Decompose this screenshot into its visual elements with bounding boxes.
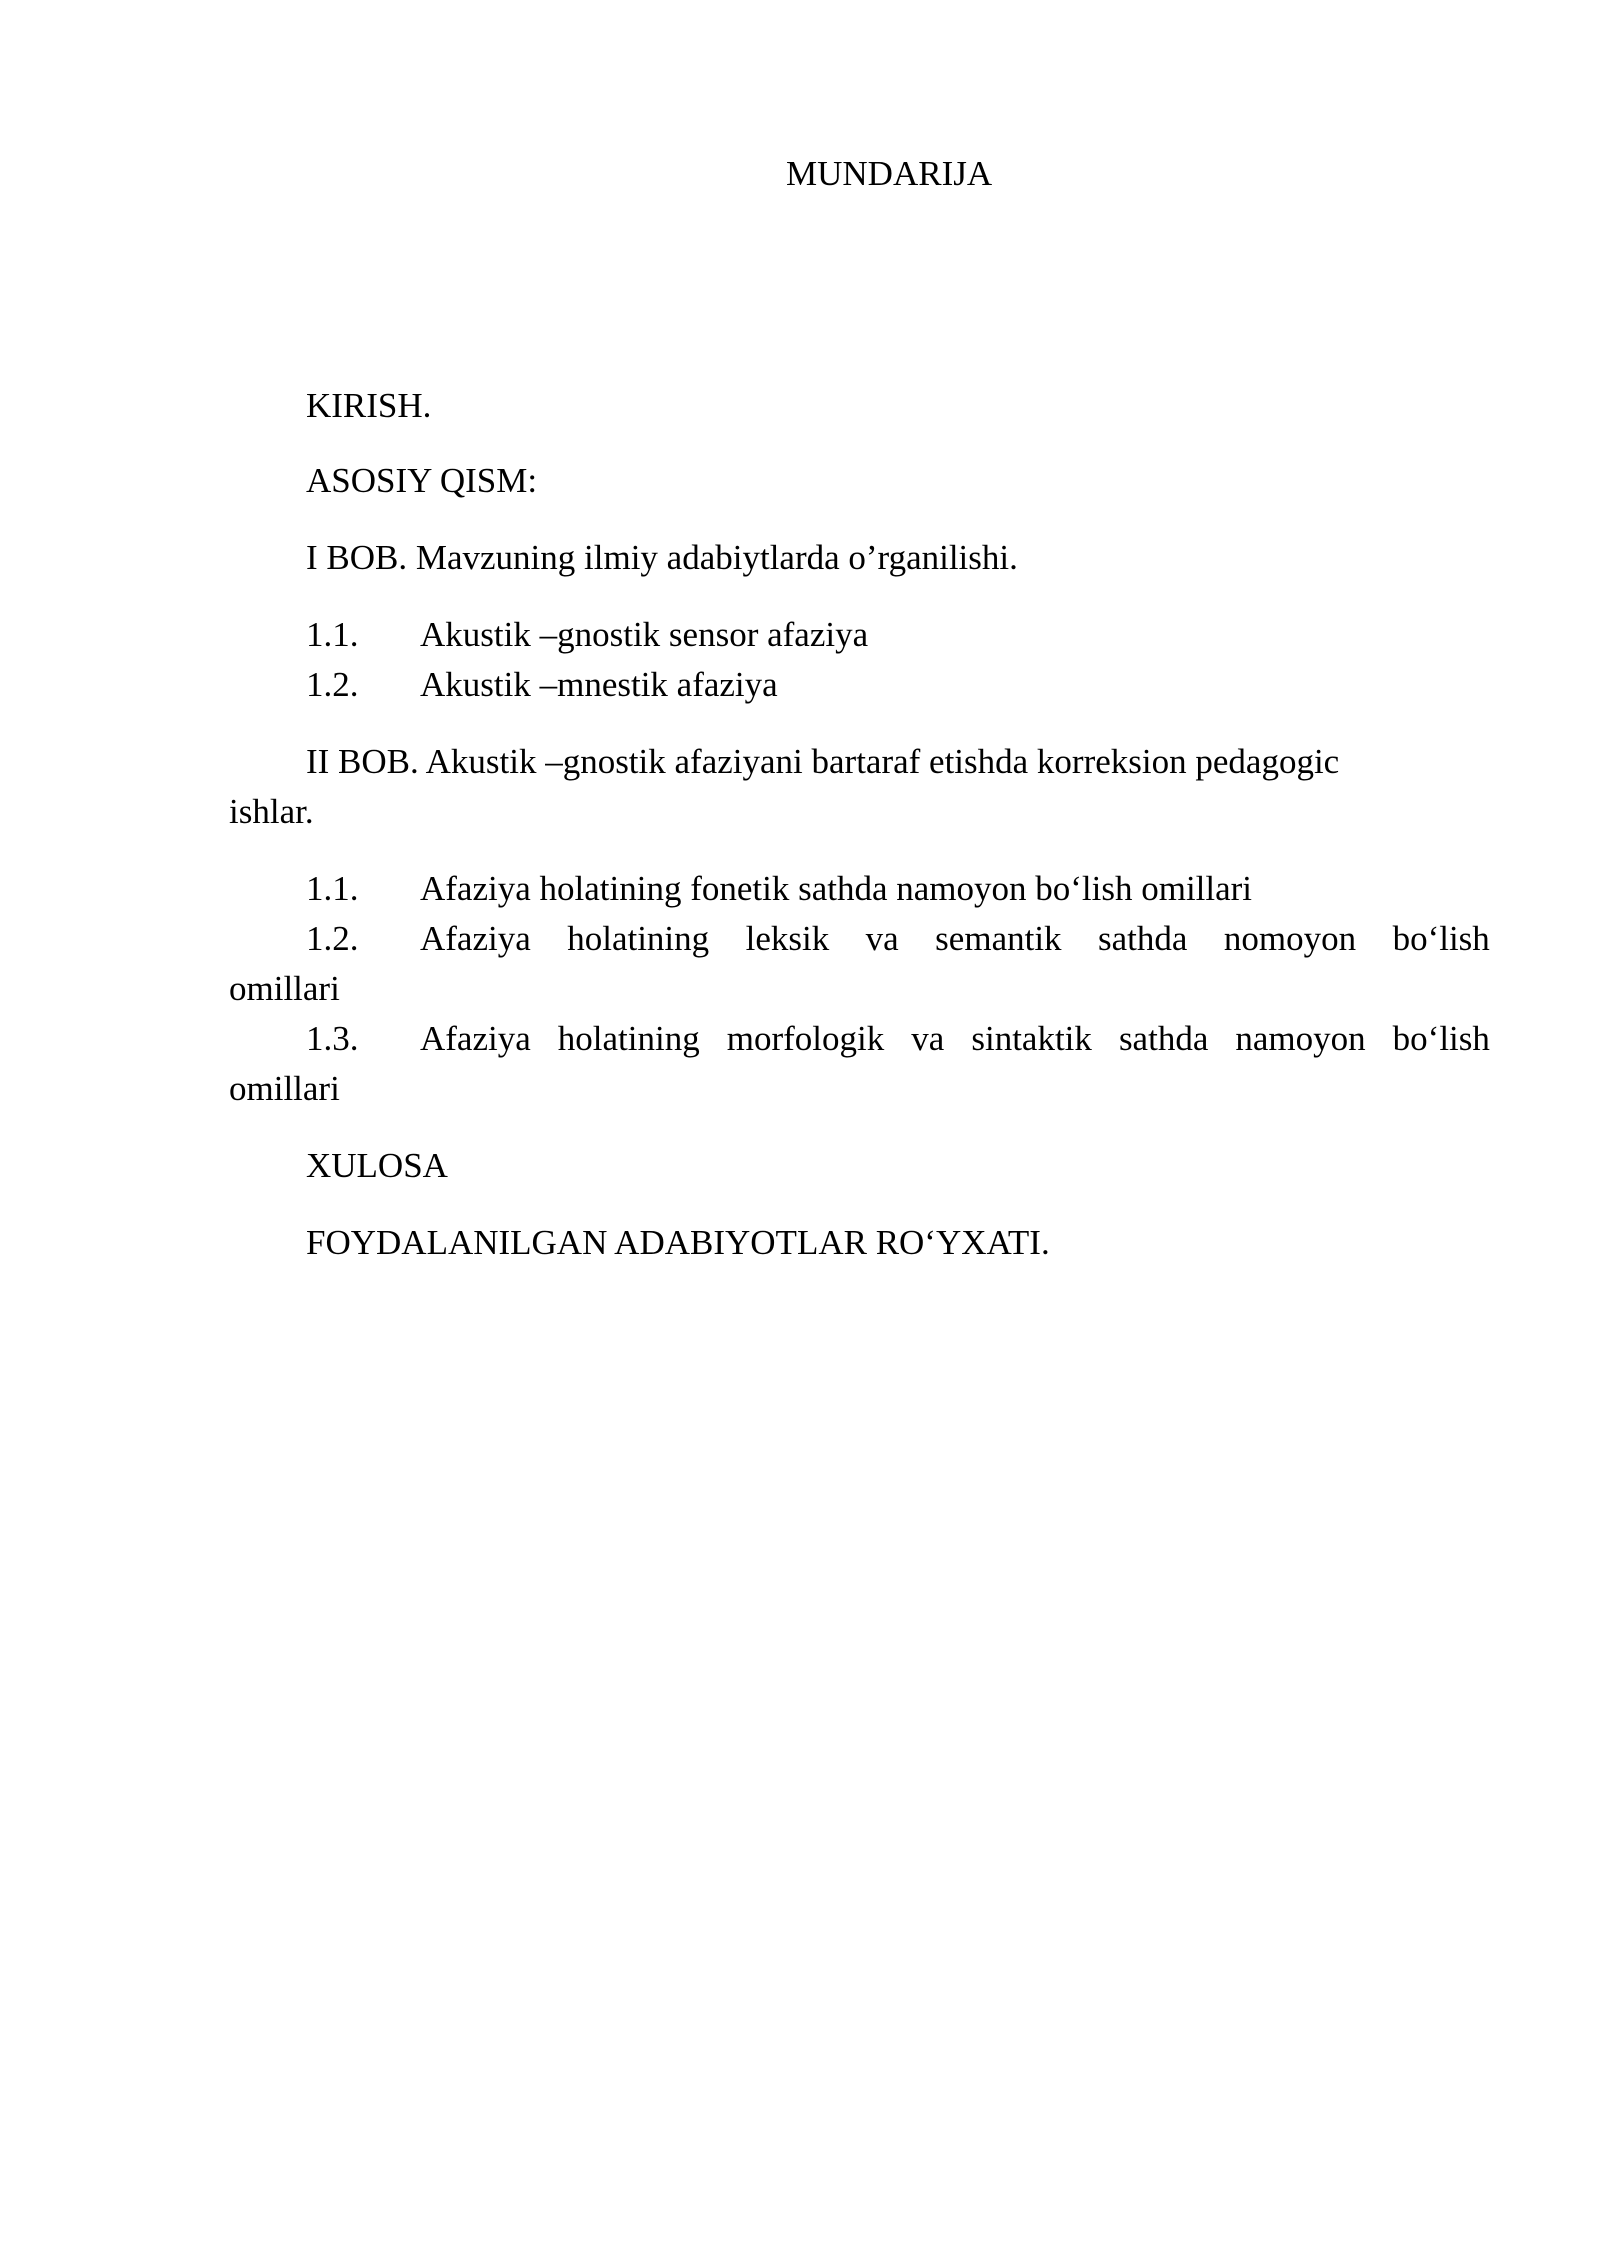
toc-chapter1-item2-text: Akustik –mnestik afaziya xyxy=(420,665,778,704)
toc-chapter2-item2-continuation: omillari xyxy=(229,969,340,1008)
toc-intro: KIRISH. xyxy=(306,386,432,425)
toc-chapter2-heading-line2: ishlar. xyxy=(229,792,314,831)
page-title: MUNDARIJA xyxy=(786,154,993,193)
toc-chapter1-heading: I BOB. Mavzuning ilmiy adabiytlarda o’rganilishi. xyxy=(306,538,1018,577)
toc-chapter2-item3-text: Afaziya holatining morfologik va sintaktik sathda namoyon bo‘lish xyxy=(420,1019,1490,1058)
toc-references: FOYDALANILGAN ADABIYOTLAR RO‘YXATI. xyxy=(306,1223,1050,1262)
toc-chapter2-item2-number: 1.2. xyxy=(306,919,359,958)
toc-conclusion: XULOSA xyxy=(306,1146,448,1185)
toc-chapter2-item1-number: 1.1. xyxy=(306,869,359,908)
toc-chapter2-item2-text: Afaziya holatining leksik va semantik sathda nomoyon bo‘lish xyxy=(420,919,1490,958)
toc-chapter1-item1-number: 1.1. xyxy=(306,615,359,654)
toc-main-part: ASOSIY QISM: xyxy=(306,461,538,500)
toc-chapter2-item1-text: Afaziya holatining fonetik sathda namoyon bo‘lish omillari xyxy=(420,869,1253,908)
toc-chapter2-heading-line1: II BOB. Akustik –gnostik afaziyani bartaraf etishda korreksion pedagogic xyxy=(306,742,1340,781)
toc-chapter1-item2-number: 1.2. xyxy=(306,665,359,704)
toc-chapter1-item1-text: Akustik –gnostik sensor afaziya xyxy=(420,615,869,654)
toc-chapter2-item3-number: 1.3. xyxy=(306,1019,359,1058)
toc-chapter2-item3-continuation: omillari xyxy=(229,1069,340,1108)
